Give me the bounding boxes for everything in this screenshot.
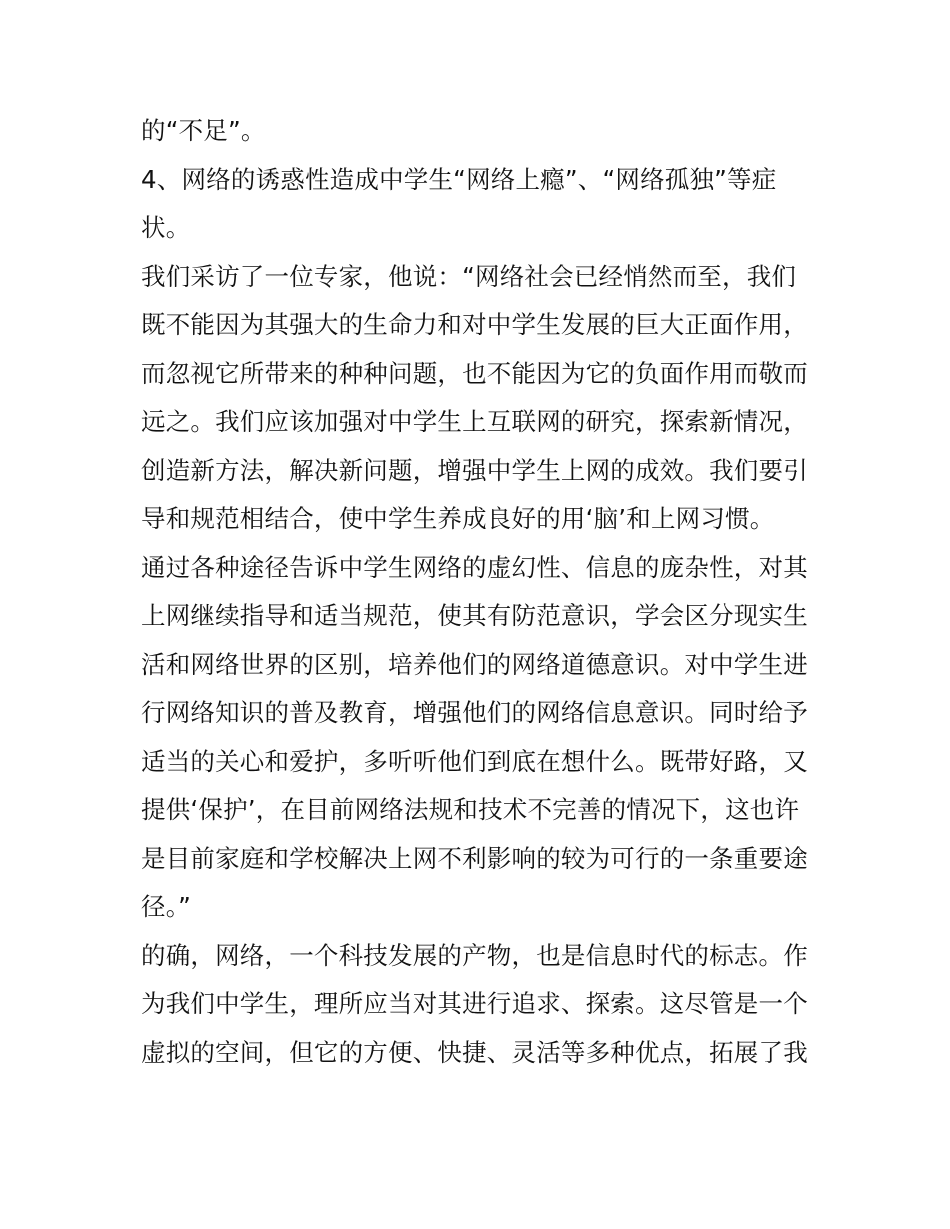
text-line: 为我们中学生，理所应当对其进行追求、探索。这尽管是一个: [141, 989, 808, 1018]
text-line: 创造新方法，解决新问题，增强中学生上网的成效。我们要引: [141, 455, 808, 485]
text-line: 上网继续指导和适当规范，使其有防范意识，学会区分现实生: [141, 601, 808, 630]
text-line: 活和网络世界的区别，培养他们的网络道德意识。对中学生进: [141, 649, 808, 679]
text-line: 虚拟的空间，但它的方便、快捷、灵活等多种优点，拓展了我: [141, 1037, 808, 1067]
text-line: 是目前家庭和学校解决上网不利影响的较为可行的一条重要途: [141, 843, 808, 873]
text-line: 行网络知识的普及教育，增强他们的网络信息意识。同时给予: [141, 698, 808, 727]
text-line: 适当的关心和爱护，多听听他们到底在想什么。既带好路，又: [141, 746, 808, 776]
text-line: 提供‘保护’，在目前网络法规和技术不完善的情况下，这也许: [141, 795, 800, 824]
document-body-text: [141, 107, 817, 1077]
text-line: 径。”: [141, 892, 192, 921]
text-line: 既不能因为其强大的生命力和对中学生发展的巨大正面作用，: [141, 310, 808, 339]
text-line: 通过各种途径告诉中学生网络的虚幻性、信息的庞杂性，对其: [141, 552, 808, 582]
text-line: 远之。我们应该加强对中学生上互联网的研究，探索新情况，: [141, 407, 808, 436]
text-line: 的确，网络，一个科技发展的产物，也是信息时代的标志。作: [141, 940, 808, 970]
text-line: 而忽视它所带来的种种问题，也不能因为它的负面作用而敬而: [141, 358, 808, 388]
text-line: 导和规范相结合，使中学生养成良好的用‘脑’和上网习惯。: [141, 504, 775, 533]
text-line: 状。: [141, 213, 191, 242]
text-line: 的“不足”。: [141, 116, 266, 145]
text-line: 我们采访了一位专家，他说：“网络社会已经悄然而至，我们: [141, 261, 797, 291]
text-line: 4、网络的诱惑性造成中学生“网络上瘾”、“网络孤独”等症: [141, 164, 777, 194]
